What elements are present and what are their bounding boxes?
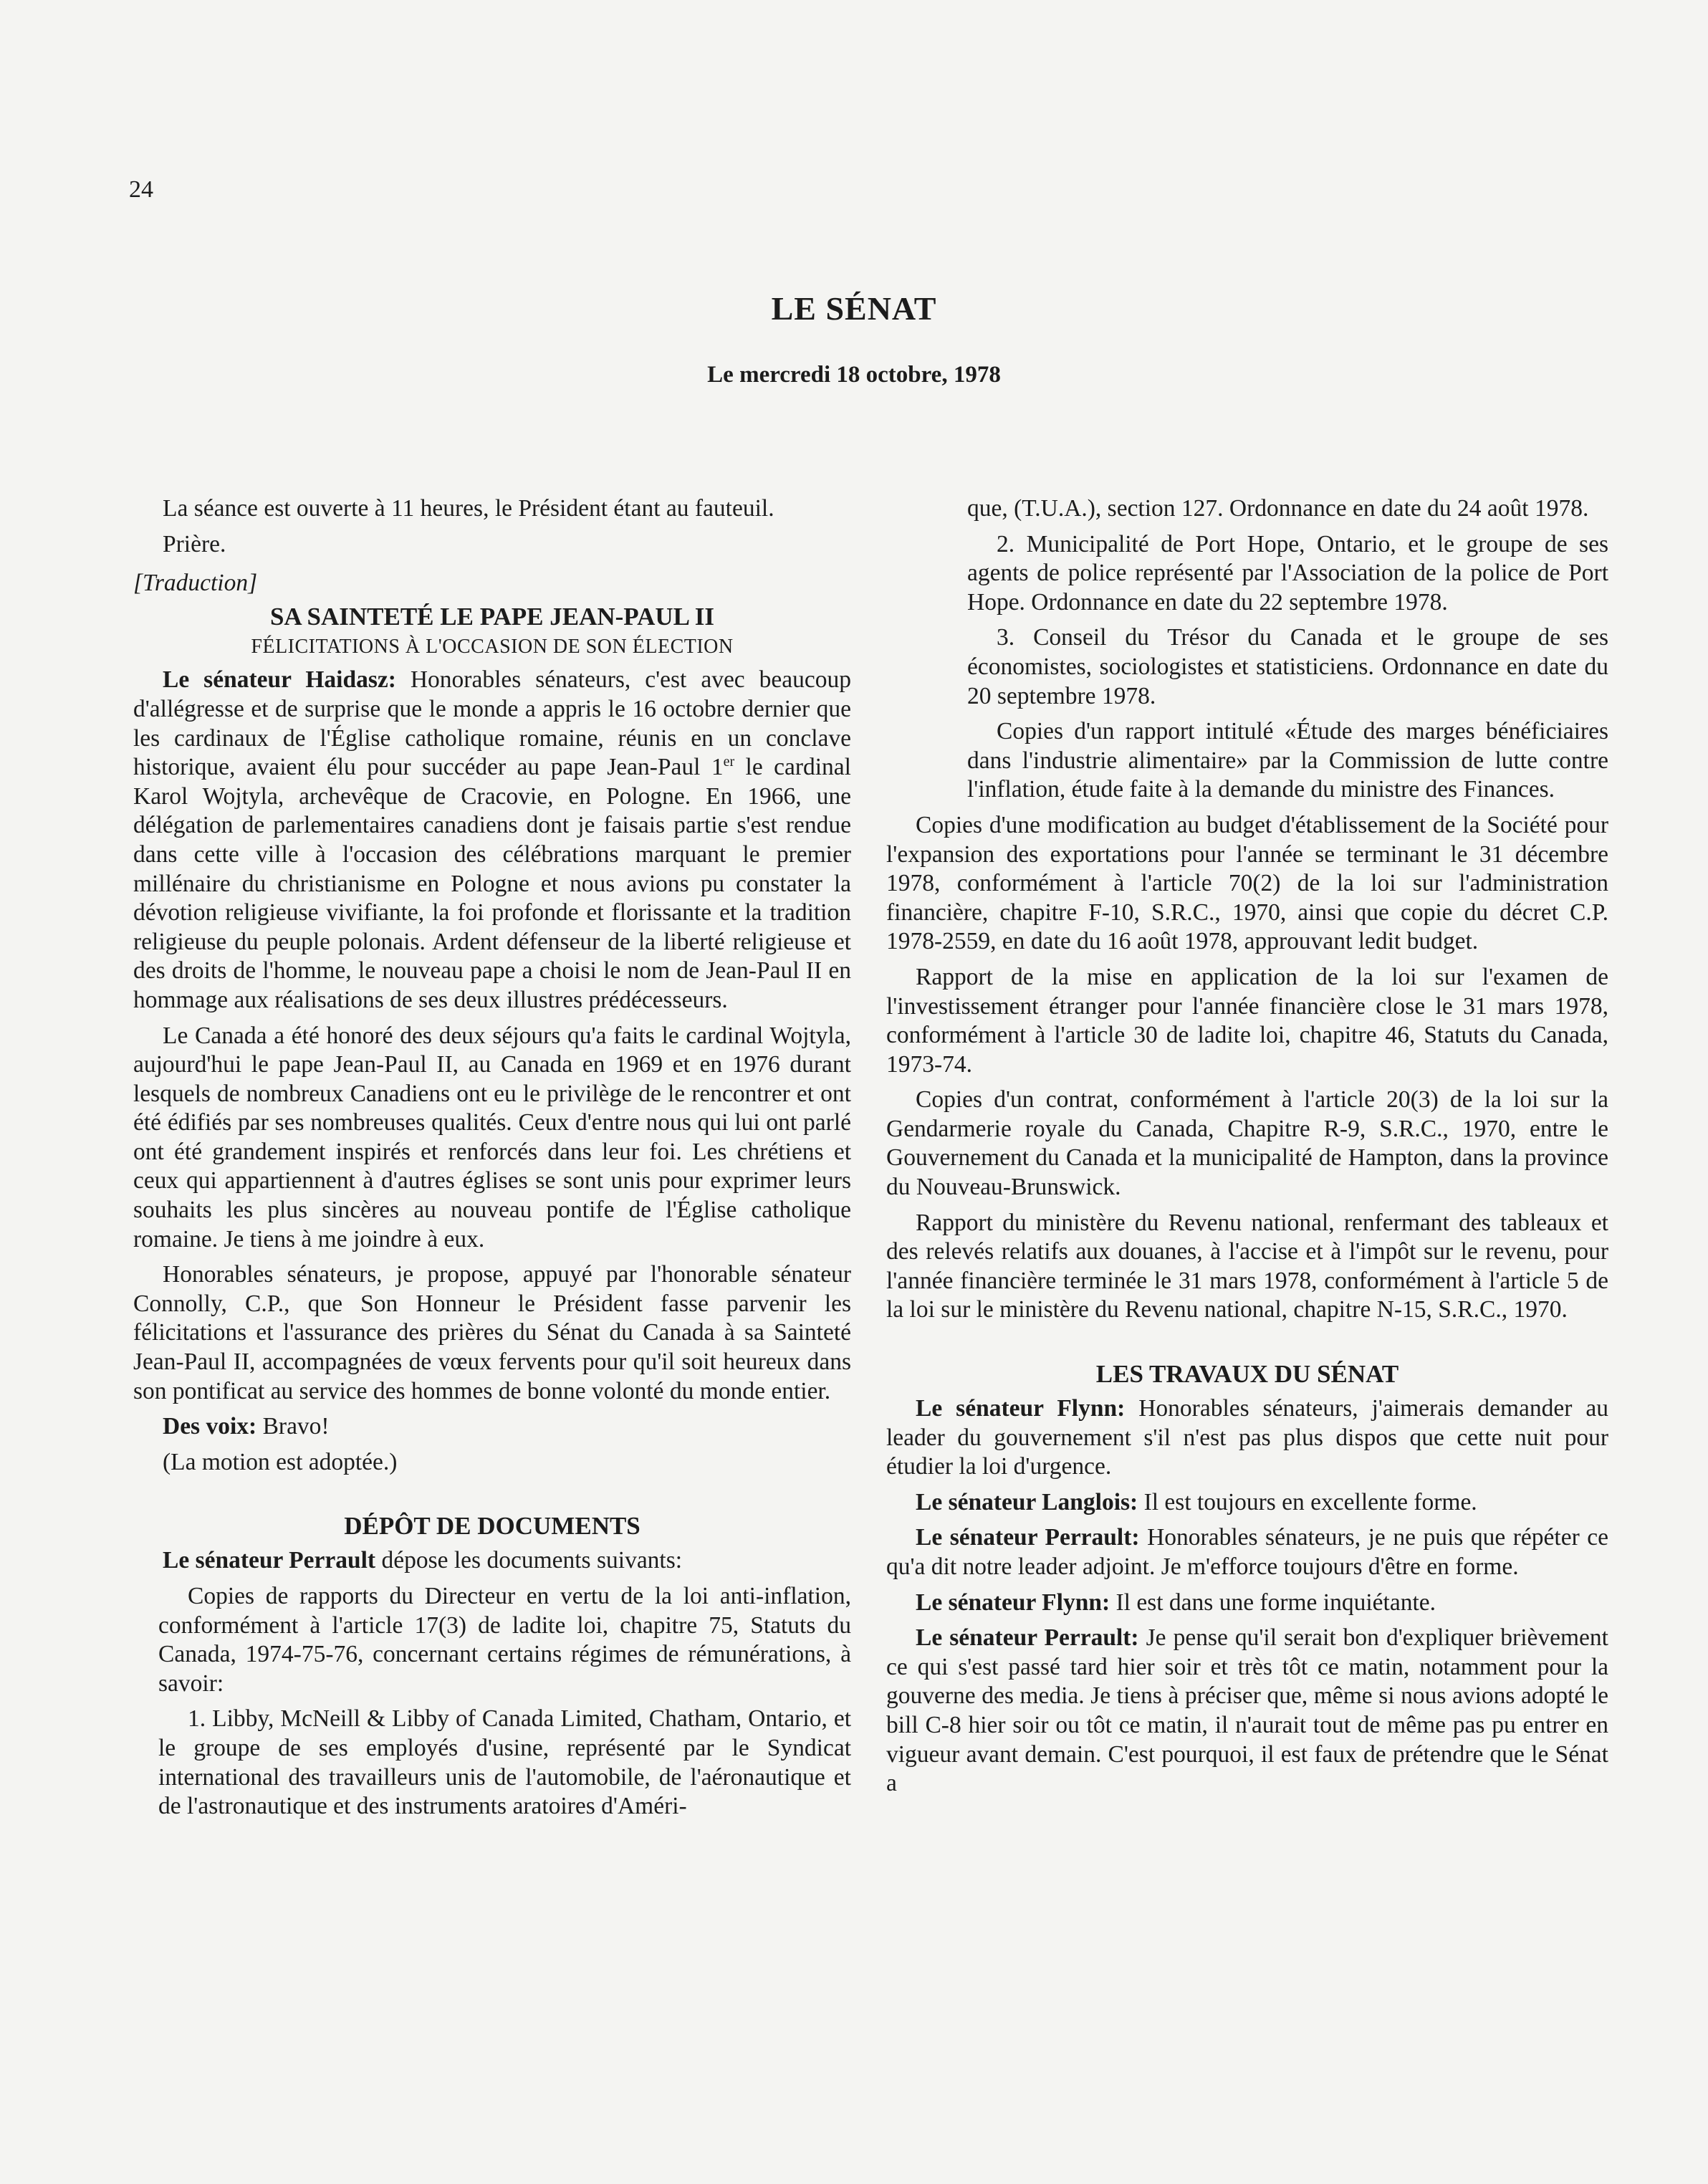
- perrault-deposit-paragraph: [133, 1546, 851, 1576]
- contract-paragraph: Copies d'un contrat, conformément à l'article 20(3) de la loi sur la Gendarmerie royale du Canada, Chapitre R-9, S.R.C., 1970, entre le Gouvernement du Canada et la municipalité de Hampton, dans la province du Nouveau-Brunswick.: [886, 1086, 1608, 1201]
- section-subheading-pape: FÉLICITATIONS À L'OCCASION DE SON ÉLECTION: [251, 635, 734, 658]
- section-heading-pape: SA SAINTETÉ LE PAPE JEAN-PAUL II: [269, 602, 715, 631]
- list-item-3: 3. Conseil du Trésor du Canada et le groupe de ses économistes, sociologistes et statisticiens. Ordonnance en date du 20 septembre 1978.: [967, 624, 1608, 709]
- list-item-1-continued: que, (T.U.A.), section 127. Ordonnance en date du 24 août 1978.: [967, 495, 1589, 522]
- prayer-paragraph: Prière.: [163, 530, 226, 557]
- speaker-name: Le sénateur Langlois:: [916, 1488, 1138, 1515]
- investment-paragraph: Rapport de la mise en application de la loi sur l'examen de l'investissement étranger pour l'année financière close le 31 mars 1978, conformément à l'article 30 de ladite loi, chapitre 46, Statuts du Canada, 1973-74.: [886, 963, 1608, 1078]
- speaker-name: Le sénateur Perrault:: [916, 1524, 1140, 1551]
- translation-bracket-close: ]: [248, 570, 258, 597]
- flynn-paragraph-2: [886, 1589, 1608, 1618]
- canada-paragraph: Le Canada a été honoré des deux séjours qu'a faits le cardinal Wojtyla, aujourd'hui le pape Jean-Paul II, au Canada en 1969 et en 1976 durant lesquels de nombreux Canadiens ont eu le privilège de le rencontrer et ont été édifiés par ses nombreuses qualités. Ceux d'entre nous qui lui ont parlé ont été grandement inspirés et renforcés dans leur foi. Les chrétiens et ceux qui appartiennent à d'autres églises se sont unis pour exprimer leurs souhaits les plus sincères au nouveau pontife de l'Église catholique romaine. Je tiens à me joindre à eux.: [133, 1022, 851, 1253]
- motion-adopted-paragraph: (La motion est adoptée.): [163, 1448, 398, 1475]
- opening-paragraph: La séance est ouverte à 11 heures, le Président étant au fauteuil.: [163, 495, 774, 522]
- document-title: LE SÉNAT: [771, 290, 937, 327]
- speech-text: Honorables sénateurs, c'est avec beaucoup d'allégresse et de surprise que le monde a appris le 16 octobre dernier que les cardinaux de l'Église catholique romaine, réunis en un conclave historique, avaient élu pour succéder au pape Jean-Paul 1: [133, 666, 851, 781]
- speaker-name: Le sénateur Perrault:: [916, 1624, 1139, 1652]
- left-column: [133, 494, 851, 1828]
- speech-text: Il est dans une forme inquiétante.: [1110, 1589, 1436, 1616]
- haidasz-paragraph: [133, 666, 851, 1015]
- speech-text: Je pense qu'il serait bon d'expliquer brièvement ce qui s'est passé tard hier soir et très tôt ce matin, notamment pour la gouverne des media. Je tiens à préciser que, même si nous avions adopté le bill C-8 hier soir ou tôt ce matin, il n'aurait tout de même pas pu entrer en vigueur avant demain. C'est pourquoi, il est faux de prétendre que le Sénat a: [886, 1624, 1608, 1797]
- perrault-paragraph-2: [886, 1624, 1608, 1799]
- voices-paragraph: [133, 1412, 851, 1442]
- translation-word: Traduction: [143, 570, 249, 597]
- copies-paragraph: Copies de rapports du Directeur en vertu de la loi anti-inflation, conformément à l'article 17(3) de ladite loi, chapitre 75, Statuts du Canada, 1974-75-76, concernant certains régimes de rémunérations, à savoir:: [158, 1583, 851, 1697]
- revenue-paragraph: Rapport du ministère du Revenu national, renfermant des tableaux et des relevés relatifs aux douanes, à l'accise et à l'impôt sur le revenu, pour l'année financière terminée le 31 mars 1978, conformément à l'article 5 de la loi sur le ministère du Revenu national, chapitre N-15, S.R.C., 1970.: [886, 1209, 1608, 1323]
- speaker-name: Le sénateur Haidasz:: [163, 666, 396, 694]
- speaker-name: Le sénateur Flynn:: [916, 1395, 1126, 1422]
- speaker-name: Le sénateur Flynn:: [916, 1589, 1110, 1616]
- section-heading-travaux: LES TRAVAUX DU SÉNAT: [1095, 1360, 1399, 1389]
- speech-text: Honorables sénateurs, je ne puis que répéter ce qu'a dit notre leader adjoint. Je m'efforce toujours d'être en forme.: [886, 1524, 1608, 1580]
- speech-text: le cardinal Karol Wojtyla, archevêque de Cracovie, en Pologne. En 1966, une délégation de parlementaires canadiens dont je faisais partie s'est rendue dans cette ville à l'occasion des célébrations marquant le premier millénaire du christianisme en Pologne et nous avions pu constater la dévotion religieuse vivifiante, la foi profonde et florissante et la tradition religieuse du peuple polonais. Ardent défenseur de la liberté religieuse et des droits de l'homme, le nouveau pape a choisi le nom de Jean-Paul II en hommage aux réalisations de ses deux illustres prédécesseurs.: [133, 754, 851, 1013]
- marges-paragraph: Copies d'un rapport intitulé «Étude des marges bénéficiaires dans l'industrie alimentaire» par la Commission de lutte contre l'inflation, étude faite à la demande du ministre des Finances.: [967, 718, 1608, 803]
- langlois-paragraph: [886, 1488, 1608, 1518]
- translation-tag: [133, 569, 851, 598]
- speaker-name: Le sénateur Perrault: [163, 1547, 376, 1574]
- translation-bracket-open: [: [133, 570, 143, 597]
- list-item-2: 2. Municipalité de Port Hope, Ontario, et le groupe de ses agents de police représenté par l'Association de la police de Port Hope. Ordonnance en date du 22 septembre 1978.: [967, 530, 1608, 616]
- section-heading-depot: DÉPÔT DE DOCUMENTS: [344, 1512, 640, 1541]
- superscript: er: [723, 754, 735, 770]
- speech-text: Bravo!: [256, 1413, 330, 1440]
- speech-text: Honorables sénateurs, j'aimerais demander au leader du gouvernement s'il n'est pas plus dispos que cette nuit pour étudier la loi d'urgence.: [886, 1395, 1609, 1480]
- budget-paragraph: Copies d'une modification au budget d'établissement de la Société pour l'expansion des exportations pour l'année se terminant le 31 décembre 1978, conformément à l'article 70(2) de la loi sur l'administration financière, chapitre F-10, S.R.C., 1970, ainsi que copie du décret C.P. 1978-2559, en date du 16 août 1978, approuvant ledit budget.: [886, 811, 1608, 955]
- motion-proposal-paragraph: Honorables sénateurs, je propose, appuyé par l'honorable sénateur Connolly, C.P., que Son Honneur le Président fasse parvenir les félicitations et l'assurance des prières du Sénat du Canada à sa Sainteté Jean-Paul II, accompagnées de vœux fervents pour qu'il soit heureux dans son pontificat au service des hommes de bonne volonté du monde entier.: [133, 1261, 851, 1404]
- perrault-paragraph-1: [886, 1523, 1608, 1581]
- flynn-paragraph-1: [886, 1394, 1608, 1482]
- page-number: 24: [129, 176, 153, 203]
- speech-text: dépose les documents suivants:: [375, 1547, 683, 1574]
- session-date: Le mercredi 18 octobre, 1978: [707, 362, 1001, 388]
- list-item-1: 1. Libby, McNeill & Libby of Canada Limited, Chatham, Ontario, et le groupe de ses employés d'usine, représenté par le Syndicat international des travailleurs unis de l'automobile, de l'aéronautique et de l'astronautique et des instruments aratoires d'Améri-: [158, 1705, 851, 1820]
- speaker-name: Des voix:: [163, 1413, 257, 1440]
- speech-text: Il est toujours en excellente forme.: [1138, 1488, 1477, 1515]
- right-column: [886, 494, 1608, 1805]
